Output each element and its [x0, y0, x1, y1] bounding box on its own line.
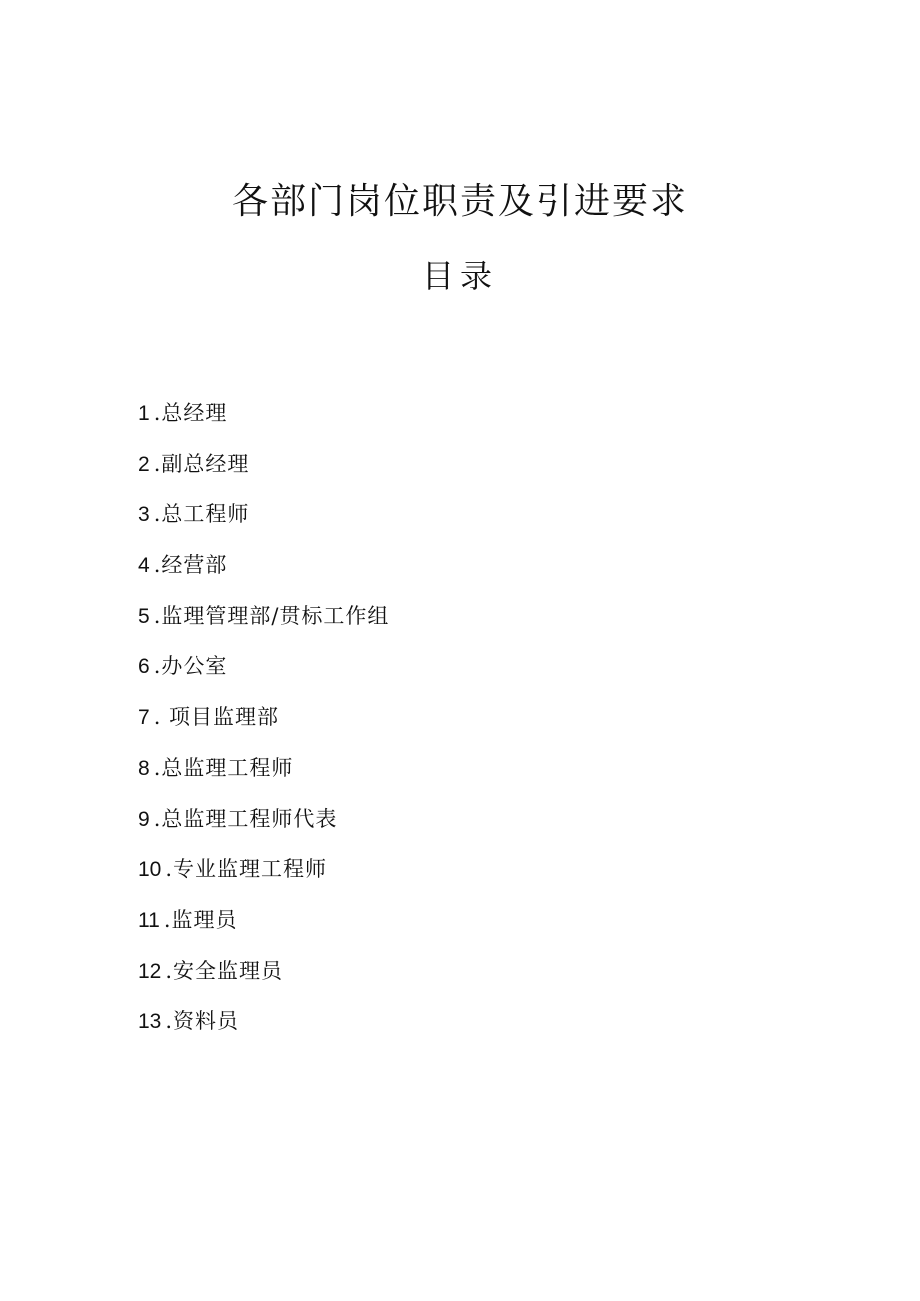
toc-item-number: 11 [138, 908, 160, 932]
toc-item-number: 6 [138, 655, 150, 679]
toc-item-2[interactable] [138, 447, 389, 498]
toc-item-number: 3 [138, 503, 150, 527]
toc-item-label: .专业监理工程师 [165, 857, 328, 882]
toc-item-number: 13 [138, 1010, 162, 1034]
document-title: 各部门岗位职责及引进要求 [231, 181, 688, 222]
toc-list [138, 396, 389, 1055]
toc-item-label: .经营部 [153, 553, 228, 578]
toc-item-label: .监理管理部/贯标工作组 [153, 603, 390, 628]
toc-item-10[interactable] [138, 852, 389, 903]
toc-item-number: 12 [138, 959, 162, 983]
toc-item-number: 5 [138, 604, 150, 628]
toc-heading: 目录 [421, 257, 498, 295]
toc-item-4[interactable] [138, 548, 389, 599]
toc-item-8[interactable] [138, 751, 389, 802]
toc-item-label: .副总经理 [153, 451, 250, 476]
toc-item-7[interactable] [138, 700, 389, 751]
toc-item-number: 8 [138, 756, 150, 780]
toc-item-label: .资料员 [165, 1009, 240, 1034]
toc-item-3[interactable] [138, 497, 389, 548]
toc-item-label: .总监理工程师 [153, 755, 294, 780]
toc-item-9[interactable] [138, 802, 389, 853]
toc-item-label: . 项目监理部 [153, 705, 280, 730]
toc-item-13[interactable] [138, 1004, 389, 1055]
toc-item-number: 2 [138, 452, 150, 476]
toc-item-6[interactable] [138, 649, 389, 700]
toc-item-label: .总工程师 [153, 502, 250, 527]
toc-item-label: .监理员 [163, 907, 238, 932]
toc-item-label: .总监理工程师代表 [153, 806, 338, 831]
toc-item-number: 9 [138, 807, 150, 831]
toc-item-11[interactable] [138, 903, 389, 954]
toc-item-label: .总经理 [153, 401, 228, 425]
toc-item-5[interactable] [138, 599, 389, 650]
toc-item-12[interactable] [138, 954, 389, 1005]
toc-item-label: .安全监理员 [165, 958, 284, 983]
toc-item-number: 4 [138, 554, 150, 578]
toc-item-number: 1 [138, 402, 150, 425]
toc-item-1[interactable] [138, 396, 389, 447]
toc-item-label: .办公室 [153, 654, 228, 679]
toc-item-number: 7 [138, 706, 150, 730]
toc-item-number: 10 [138, 858, 162, 882]
